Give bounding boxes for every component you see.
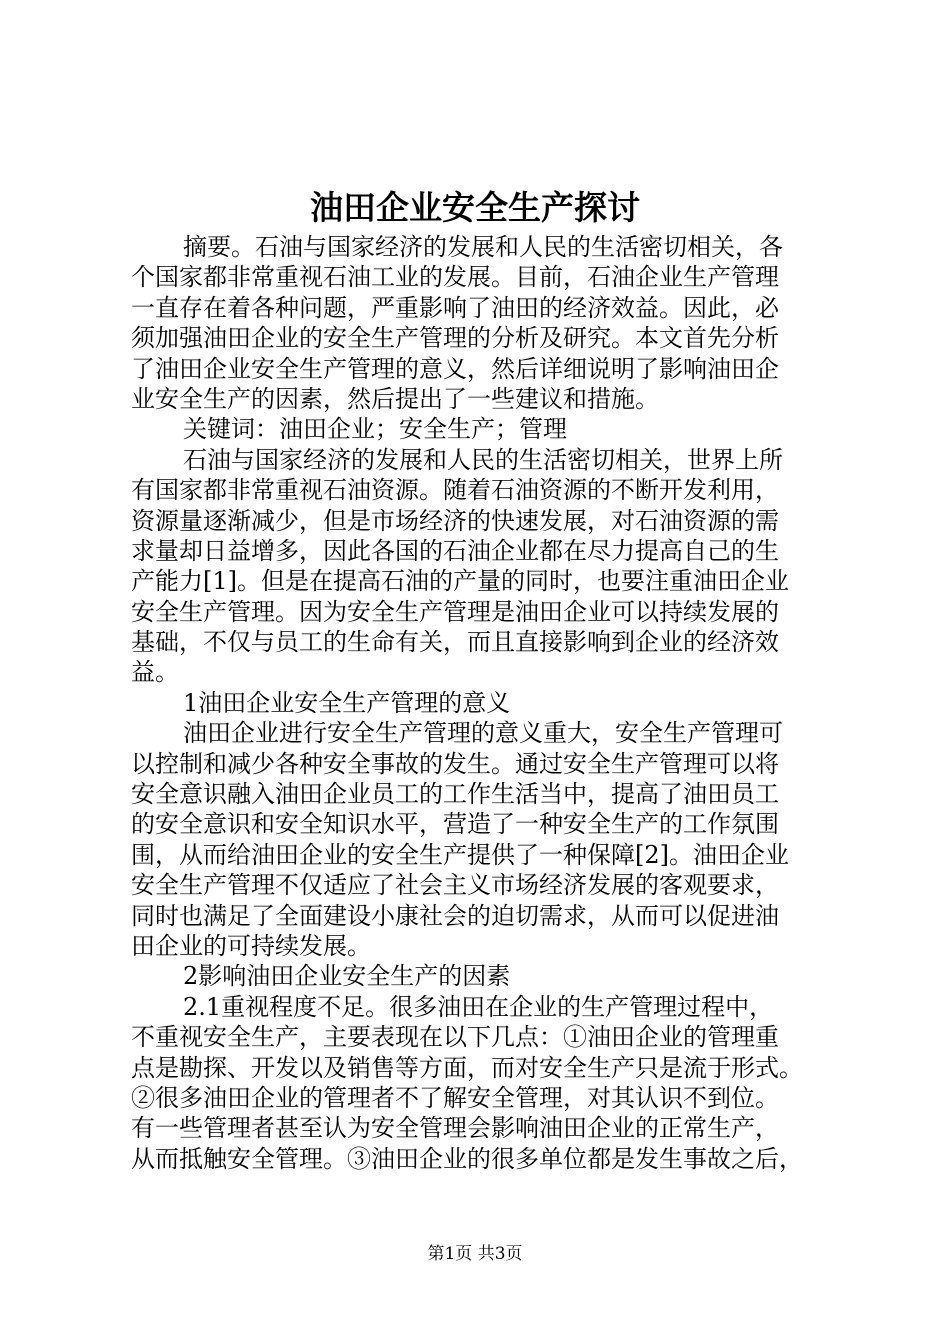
paragraph-line: 产能力[1]。但是在提高石油的产量的同时，也要注重油田企业	[131, 567, 789, 596]
abstract-line: 须加强油田企业的安全生产管理的分析及研究。本文首先分析	[131, 324, 779, 353]
page-indicator: 第1页 共3页	[427, 1244, 523, 1264]
paragraph-line: 有国家都非常重视石油资源。随着石油资源的不断开发利用，	[131, 476, 779, 505]
paragraph-line: 以控制和减少各种安全事故的发生。通过安全生产管理可以将	[131, 749, 779, 778]
paragraph-line: 点是勘探、开发以及销售等方面，而对安全生产只是流于形式。	[131, 1053, 803, 1082]
keywords-line: 关键词：油田企业；安全生产；管理	[183, 415, 567, 444]
abstract-line: 摘要。石油与国家经济的发展和人民的生活密切相关，各	[183, 233, 783, 261]
paragraph-line: 基础，不仅与员工的生命有关，而且直接影响到企业的经济效	[131, 628, 779, 657]
paragraph-line: 安全生产管理不仅适应了社会主义市场经济发展的客观要求，	[131, 871, 779, 900]
paragraph-line: 不重视安全生产，主要表现在以下几点：①油田企业的管理重	[131, 1023, 779, 1052]
abstract-line: 业安全生产的因素，然后提出了一些建议和措施。	[131, 384, 659, 413]
section-heading-1: 1油田企业安全生产管理的意义	[183, 688, 511, 717]
paragraph-line: 从而抵触安全管理。③油田企业的很多单位都是发生事故之后，	[131, 1144, 803, 1173]
paragraph-line: ②很多油田企业的管理者不了解安全管理，对其认识不到位。	[131, 1083, 779, 1112]
paragraph-line: 2.1重视程度不足。很多油田在企业的生产管理过程中，	[183, 992, 774, 1021]
abstract-line: 个国家都非常重视石油工业的发展。目前，石油企业生产管理	[131, 263, 779, 292]
paragraph-line: 田企业的可持续发展。	[131, 931, 371, 960]
abstract-line: 了油田企业安全生产管理的意义，然后详细说明了影响油田企	[131, 354, 779, 383]
page-footer	[0, 1242, 950, 1266]
paragraph-line: 安全生产管理。因为安全生产管理是油田企业可以持续发展的	[131, 597, 779, 626]
paragraph-line: 安全意识融入油田企业员工的工作生活当中，提高了油田员工	[131, 780, 779, 809]
document-title: 油田企业安全生产探讨	[310, 188, 640, 227]
paragraph-line: 的安全意识和安全知识水平，营造了一种安全生产的工作氛围	[131, 810, 779, 839]
paragraph-line: 油田企业进行安全生产管理的意义重大，安全生产管理可	[183, 719, 783, 748]
abstract-line: 一直存在着各种问题，严重影响了油田的经济效益。因此，必	[131, 293, 779, 322]
paragraph-line: 同时也满足了全面建设小康社会的迫切需求，从而可以促进油	[131, 901, 779, 930]
paragraph-line: 石油与国家经济的发展和人民的生活密切相关，世界上所	[183, 445, 783, 474]
paragraph-line: 益。	[131, 658, 179, 687]
paragraph-line: 资源量逐渐减少，但是市场经济的快速发展，对石油资源的需	[131, 506, 779, 535]
document-body	[131, 232, 831, 1174]
paragraph-line: 求量却日益增多，因此各国的石油企业都在尽力提高自己的生	[131, 536, 779, 565]
section-heading-2: 2影响油田企业安全生产的因素	[183, 962, 511, 991]
paragraph-line: 有一些管理者甚至认为安全管理会影响油田企业的正常生产，	[131, 1114, 779, 1143]
paragraph-line: 围，从而给油田企业的安全生产提供了一种保障[2]。油田企业	[131, 840, 789, 869]
